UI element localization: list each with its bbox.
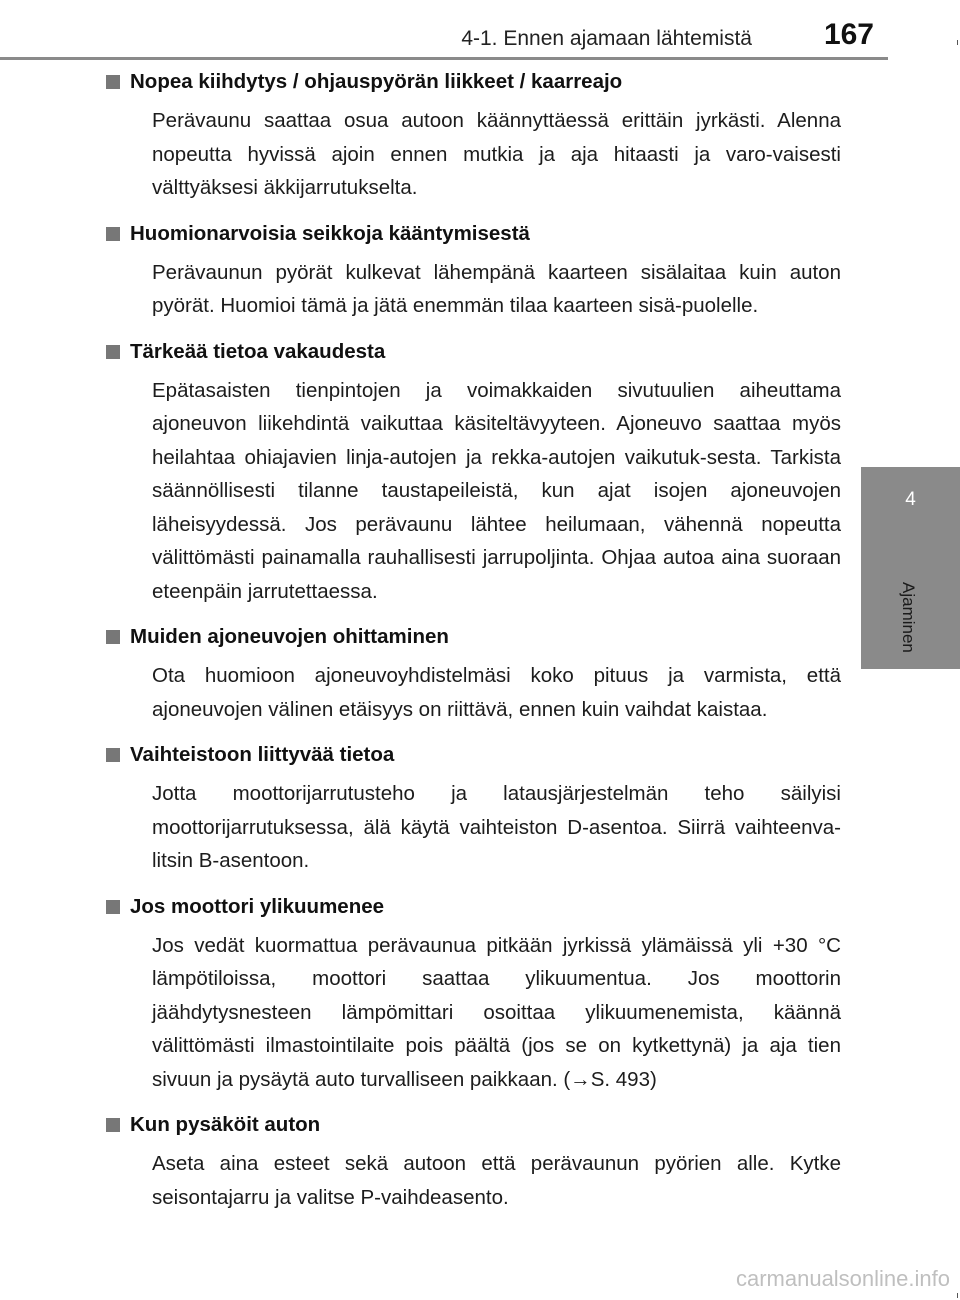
section-heading bbox=[106, 340, 841, 364]
section-heading-text: Jos moottori ylikuumenee bbox=[130, 894, 385, 918]
crop-mark bbox=[957, 1293, 958, 1298]
section-heading-text: Tärkeää tietoa vakaudesta bbox=[130, 339, 386, 363]
square-bullet-icon bbox=[106, 748, 120, 762]
header-section-title: 4-1. Ennen ajamaan lähtemistä bbox=[461, 27, 752, 50]
section-heading bbox=[106, 895, 841, 919]
square-bullet-icon bbox=[106, 630, 120, 644]
square-bullet-icon bbox=[106, 75, 120, 89]
chapter-label: Ajaminen bbox=[899, 582, 918, 653]
section bbox=[130, 743, 841, 878]
section-heading-text: Nopea kiihdytys / ohjauspyörän liikkeet / kaarreajo bbox=[130, 70, 623, 93]
square-bullet-icon bbox=[106, 227, 120, 241]
section bbox=[130, 70, 841, 205]
section bbox=[130, 222, 841, 323]
section-heading-text: Kun pysäköit auton bbox=[130, 1113, 321, 1136]
section bbox=[130, 625, 841, 726]
section-heading bbox=[106, 222, 841, 246]
section-heading bbox=[106, 1113, 841, 1137]
chapter-number: 4 bbox=[905, 489, 916, 510]
section-body: Jos vedät kuormattua perävaunua pitkään jyrkissä ylämäissä yli +30 °C lämpötiloissa, moottori saattaa ylikuumentua. Jos moottorin jäähdytysnesteen lämpömittari osoittaa ylikuumenemista, käännä välittömästi ilmastointilaite pois päältä (jos se on kytkettynä) ja aja tien sivuun ja pysäytä auto turvalliseen paikkaan. (→S. 493) bbox=[152, 933, 841, 1091]
watermark: carmanualsonline.info bbox=[735, 1266, 950, 1291]
section-heading-text: Huomionarvoisia seikkoja kääntymisestä bbox=[130, 221, 530, 245]
section bbox=[130, 340, 841, 609]
section-heading bbox=[106, 625, 841, 649]
crop-mark bbox=[957, 40, 958, 45]
section-heading-text: Muiden ajoneuvojen ohittaminen bbox=[130, 625, 449, 648]
section-body: Perävaunun pyörät kulkevat lähempänä kaarteen sisälaitaa kuin auton pyörät. Huomioi tämä ja jätä enemmän tilaa kaarteen sisä-puolelle. bbox=[152, 260, 841, 317]
header-divider bbox=[0, 57, 888, 60]
section-body: Jotta moottorijarrutusteho ja latausjärjestelmän teho säilyisi moottorijarrutuksessa, älä käytä vaihteiston D-asentoa. Siirrä vaihteenva-litsin B-asentoon. bbox=[152, 782, 841, 872]
section bbox=[130, 1113, 841, 1214]
square-bullet-icon bbox=[106, 345, 120, 359]
section-heading-text: Vaihteistoon liittyvää tietoa bbox=[130, 743, 395, 766]
section-body: Ota huomioon ajoneuvoyhdistelmäsi koko pituus ja varmista, että ajoneuvojen välinen etäisyys on riittävä, ennen kuin vaihdat kaistaa. bbox=[152, 664, 841, 721]
page-number: 167 bbox=[823, 18, 874, 51]
square-bullet-icon bbox=[106, 900, 120, 914]
section-body: Epätasaisten tienpintojen ja voimakkaiden sivutuulien aiheuttama ajoneuvon liikehdintä vaikuttaa käsiteltävyyteen. Ajoneuvo saattaa myös heilahtaa ohiajavien linja-autojen ja rekka-autojen vaikutuk-sesta. Tarkista säännöllisesti tilanne taustapeileistä, kun ajat isojen ajoneuvojen läheisyydessä. Jos perävaunu lähtee heilumaan, vähennä nopeutta välittömästi painamalla rauhallisesti jarrupoljinta. Ohjaa autoa aina suoraan eteenpäin jarrutettaessa. bbox=[152, 378, 841, 603]
page-header bbox=[0, 0, 960, 60]
square-bullet-icon bbox=[106, 1118, 120, 1132]
section bbox=[130, 895, 841, 1097]
page-content bbox=[130, 70, 841, 1231]
section-heading bbox=[106, 743, 841, 767]
section-heading bbox=[106, 70, 841, 94]
section-body: Perävaunu saattaa osua autoon käännyttäessä erittäin jyrkästi. Alenna nopeutta hyvissä ajoin ennen mutkia ja aja hitaasti ja varo-vaisesti välttyäksesi äkkijarrutukselta. bbox=[152, 109, 841, 199]
section-body: Aseta aina esteet sekä autoon että perävaunun pyörien alle. Kytke seisontajarru ja valitse P-vaihdeasento. bbox=[152, 1152, 841, 1209]
